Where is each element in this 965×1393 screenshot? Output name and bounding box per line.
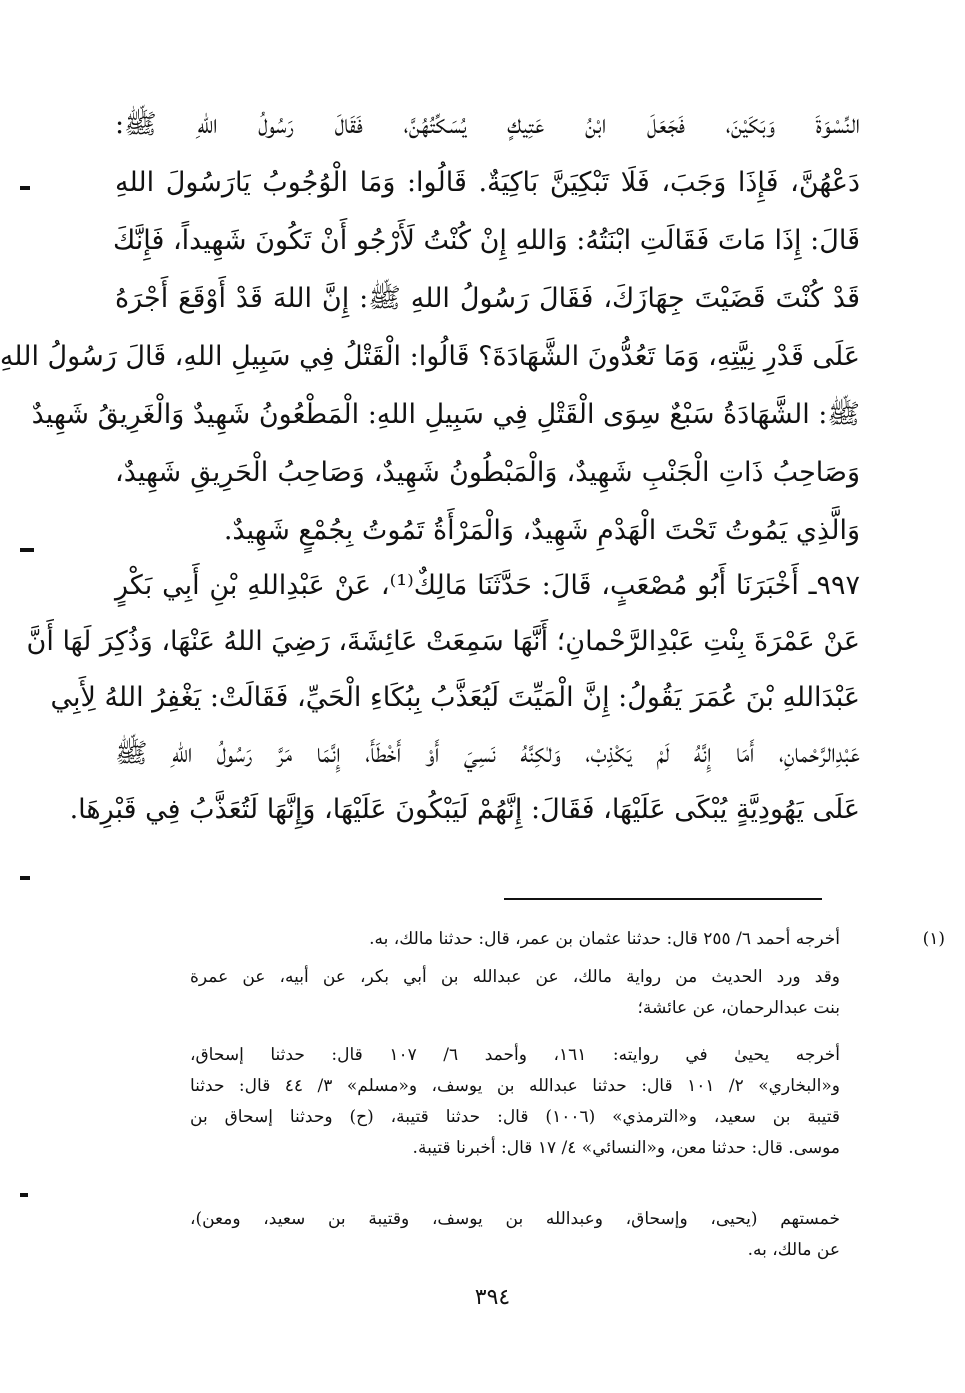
footnote-line: موسى. قال: حدثنا معن، و«النسائي» ٤/ ١٧ قال: أخبرنا قتيبة. [412, 1138, 840, 1158]
footnote-line: خمستهم (يحيى، وإسحاق، وعبدالله بن يوسف، وقتيبة بن سعيد، ومعن)، [190, 1209, 840, 1229]
main-paragraph-1 [0, 96, 860, 560]
footnote-line: و«البخاري» ٢/ ١٠١ قال: حدثنا عبدالله بن يوسف، و«مسلم» ٣/ ٤٤ قال: حدثنا [190, 1076, 840, 1096]
margin-mark [20, 186, 30, 190]
text-line: قَالَ: إِذَا مَاتَ فَقَالَتِ ابْنَتُهُ: وَاللهِ إِنْ كُنْتُ لَأَرْجُو أَنْ تَكُونَ شَهِيداً، فَإِنَّكَ [112, 225, 860, 256]
margin-mark [20, 1193, 28, 1197]
footnote-separator [504, 898, 822, 900]
footnote-number: (١) [922, 929, 945, 949]
footnote-line: أخرجه يحيىٰ في روايته: ١٦١، وأحمد ٦/ ١٠٧ قال: حدثنا إسحاق، [190, 1045, 840, 1065]
text-line: عَنْ عَمْرَةَ بِنْتِ عَبْدِالرَّحْمانِ؛ أَنَّهَا سَمِعَتْ عَائِشَةَ، رَضِيَ اللهُ عَنْهَا، وَذُكِرَ لَهَا أَنَّ [26, 626, 860, 657]
footnote-line: قتيبة بن سعيد، و«الترمذي» (١٠٠٦) قال: حدثنا قتيبة، (ح) وحدثنا إسحاق بن [190, 1107, 841, 1127]
margin-mark [20, 548, 34, 552]
text-line: عَبْدِالرَّحْمانِ، أَمَا إِنَّهُ لَمْ يَكْذِبْ، وَلٰكِنَّهُ نَسِيَ أَوْ أَخْطَأَ، إِنَّمَا مَرَّ رَسُولُ اللهِ ﷺ [115, 738, 860, 769]
footnote-line: بنت عبدالرحمان، عن عائشة؛ [637, 998, 840, 1018]
footnote-block [190, 1204, 840, 1266]
text-line: دَعْهُنَّ، فَإِذَا وَجَبَ، فَلَا تَبْكِيَنَّ بَاكِيَةٌ. قَالُوا: وَمَا الْوُجُوبُ يَارَسُولَ اللهِ [115, 167, 860, 198]
footnote-block [190, 1040, 840, 1164]
hadith-997 [26, 558, 860, 838]
text-line: وَالَّذِي يَمُوتُ تَحْتَ الْهَدْمِ شَهِيدٌ، وَالْمَرْأَةُ تَمُوتُ بِجُمْعٍ شَهِيدٌ. [223, 515, 860, 546]
text-line: ٩٩٧ـ أَخْبَرَنَا أَبُو مُصْعَبٍ، قَالَ: حَدَّثَنَا مَالِكٌ⁽¹⁾، عَنْ عَبْدِاللهِ بْنِ أَبِي بَكْرٍ [115, 570, 860, 601]
footnote-line: عن مالك، به. [747, 1240, 840, 1260]
margin-mark [20, 876, 30, 880]
text-line: قَدْ كُنْتَ قَضَيْتَ جِهَازَكَ، فَقَالَ رَسُولُ اللهِ ﷺ: إِنَّ اللهَ قَدْ أَوْقَعَ أَجْرَهُ [115, 283, 860, 314]
text-line: عَلَى يَهُودِيَّةٍ يُبْكَى عَلَيْهَا، فَقَالَ: إِنَّهُمْ لَيَبْكُونَ عَلَيْهَا، وَإِنَّهَا لَتُعَذَّبُ فِي قَبْرِهَا. [69, 794, 860, 825]
text-line: ﷺ: الشَّهَادَةُ سَبْعٌ سِوَى الْقَتْلِ فِي سَبِيلِ اللهِ: الْمَطْعُونُ شَهِيدٌ وَالْغَرِيقُ شَهِيدٌ [31, 399, 860, 430]
text-line: عَلَى قَدْرِ نِيَّتِهِ، وَمَا تَعُدُّونَ الشَّهَادَةَ؟ قَالُوا: الْقَتْلُ فِي سَبِيلِ اللهِ، قَالَ رَسُولُ اللهِ [0, 341, 860, 372]
text-line: وَصَاحِبُ ذَاتِ الْجَنْبِ شَهِيدٌ، وَالْمَبْطُونُ شَهِيدٌ، وَصَاحِبُ الْحَرِيقِ شَهِيدٌ، [115, 457, 860, 488]
footnote-line: وقد ورد الحديث من رواية مالك، عن عبدالله بن أبي بكر، عن أبيه، عن عمرة [190, 967, 840, 987]
page-number: ٣٩٤ [474, 1285, 511, 1310]
footnote-block [190, 962, 840, 1024]
text-line: النِّسْوَةَ وَبَكَيْنَ، فَجَعَلَ ابْنُ عَتِيكٍ يُسَكِّتُهُنَّ، فَقَالَ رَسُولُ اللهِ ﷺ: [115, 109, 860, 140]
footnote-block [190, 924, 840, 955]
text-line: عَبْدَاللهِ بْنَ عُمَرَ يَقُولُ: إِنَّ الْمَيِّتَ لَيُعَذَّبُ بِبُكَاءِ الْحَيِّ، فَقَالَتْ: يَغْفِرُ اللهُ لِأَبِي [50, 682, 860, 713]
footnote-line: أخرجه أحمد ٦/ ٢٥٥ قال: حدثنا عثمان بن عمر، قال: حدثنا مالك، به. [369, 929, 840, 949]
